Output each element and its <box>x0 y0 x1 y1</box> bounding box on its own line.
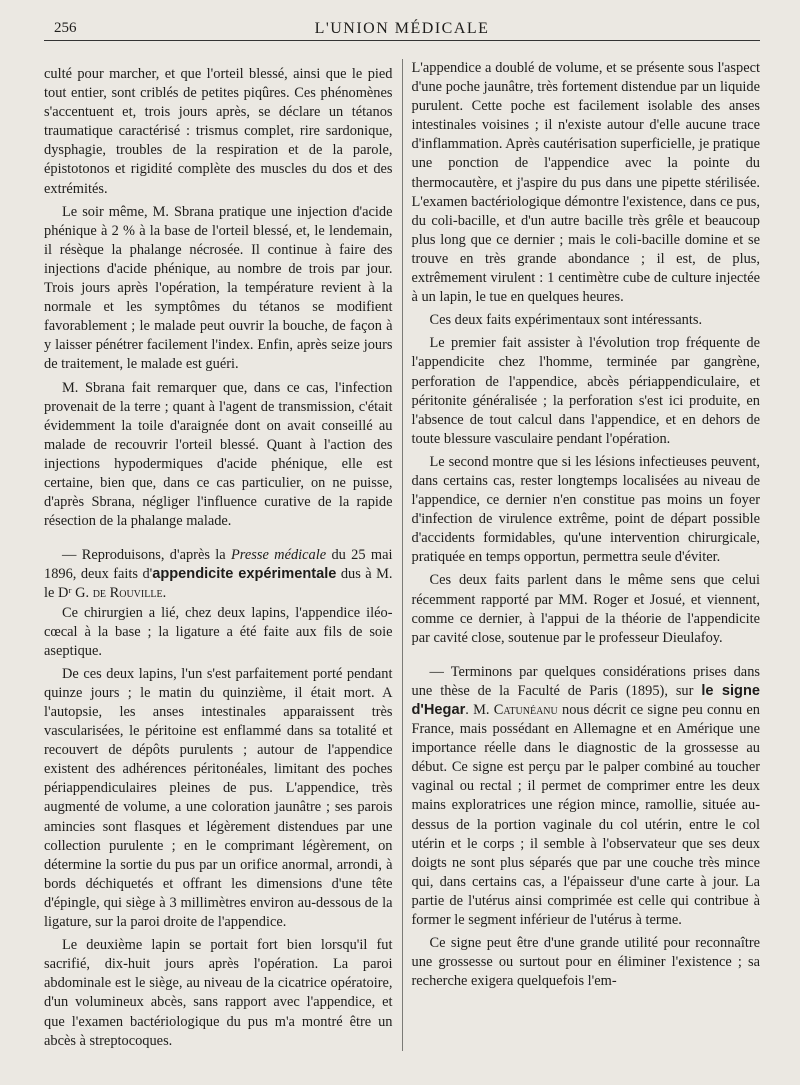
text-columns <box>44 60 761 1051</box>
intro-text: — Reproduisons, d'après la <box>62 547 232 564</box>
right-paragraph-2: Ces deux faits expérimentaux sont intéressants. <box>429 312 703 329</box>
left-paragraph-1: culté pour marcher, et que l'orteil blessé, ainsi que le pied tout entier, sont criblés de petites piqûres. Ces phénomènes s'accentuent et, trois jours après, se déclare un tétanos traumatique caractérisé : trismus complet, rire sardonique, dysphagie, troubles de la respiration et de la parole, épistotonos et rigidité complète des muscles du dos et des extrémités. <box>44 66 393 197</box>
left-paragraph-2: Le soir même, M. Sbrana pratique une injection d'acide phénique à 2 % à la base de l'orteil blessé, et, le lendemain, il résèque la phalange nécrosée. Il continue à faire des injections d'acide phénique, au nombre de trois par jour. Trois jours après l'opération, la température revient à la normale et les symptômes du tétanos se modifient favorablement ; le malade peut ouvrir la bouche, de façon à y laisser pénétrer facilement l'index. Enfin, après seize jours de traitement, le malade est guéri. <box>44 203 393 373</box>
journal-title: L'UNION MÉDICALE <box>314 20 490 37</box>
right-paragraph-7: Ce signe peut être d'une grande utilité pour reconnaître une grossesse ou surtout pour en éliminer l'existence ; sa recherche exigera quelquefois l'em- <box>411 935 760 990</box>
left-paragraph-5: Ce chirurgien a lié, chez deux lapins, l'appendice iléo-cœcal à la base ; la ligature a été faite aux fils de soie aseptique. <box>44 604 393 659</box>
section-heading-appendicite: appendicite expérimentale <box>152 566 337 583</box>
left-column <box>44 65 393 1051</box>
right-paragraph-1: L'appendice a doublé de volume, et se présente sous l'aspect d'une poche jaunâtre, très fortement distendue par un liquide purulent. Cette poche est facilement isolable des anses intestinales voisines ; il n'existe autour d'elle aucune trace d'inflammation. Après cautérisation superficielle, je pratique une ponction de l'appendice avec la pointe du thermocautère, et j'aspire du pus dans une pipette stérilisée. L'examen bactériologique démontre l'existence, dans ce pus, du coli-bacille, et d'un autre bacille très grêle et beaucoup plus long que ce dernier ; mais le coli-bacille domine et se trouve en très grande abondance ; il est, de plus, extrêmement virulent : 1 centimètre cube de culture injectée à un lapin, le tue en quelques heures. <box>411 60 760 306</box>
page-number: 256 <box>54 20 77 36</box>
right-column <box>402 59 761 1051</box>
author-name-catuneanu: Catunéanu <box>493 702 558 718</box>
left-paragraph-7: Le deuxième lapin se portait fort bien lorsqu'il fut sacrifié, dix-huit jours après l'opération. La paroi abdominale est le siège, au niveau de la cicatrice opératoire, d'un volumineux abcès, sans rapport avec l'appendice, et que l'examen bactériologique du pus m'a montré être un abcès à streptocoques. <box>44 937 393 1049</box>
appendicite-intro-paragraph: — Reproduisons, d'après la Presse médicale du 25 mai 1896, deux faits d'appendicite expérimentale dus à M. le Dʳ G. de Rouville. <box>44 547 393 602</box>
right-paragraph-3: Le premier fait assister à l'évolution trop fréquente de l'appendicite chez l'homme, terminée par gangrène, perforation de l'appendice, abcès périappendiculaire, et péritonite généralisée ; la perforation s'est ici produite, en l'absence de tout calcul dans l'appendice, et en dehors de toute blessure vasculaire pendant l'opération. <box>411 335 760 447</box>
intro-text-2: du 25 mai 1896, deux faits d' <box>44 547 393 583</box>
source-title: Presse médicale <box>231 547 327 564</box>
intro-text-3: dus à M. le Dʳ G. <box>44 566 393 602</box>
author-name: de Rouville <box>92 585 163 602</box>
left-paragraph-3: M. Sbrana fait remarquer que, dans ce cas, l'infection provenait de la terre ; quant à l'agent de transmission, c'était évidemment la toile d'araignée dont on avait conseillé au malade de recouvrir l'orteil blessé. Quant à l'action des injections hypodermiques d'acide phénique, elle est certaine, bien que, dans ce cas particulier, on ne puisse, d'après Sbrana, négliger l'influence curative de la rapide résection de la phalange malade. <box>44 379 393 530</box>
right-paragraph-4: Le second montre que si les lésions infectieuses peuvent, dans certains cas, rester longtemps localisées au niveau de l'appendice, ce dernier n'en constitue pas moins un foyer d'infection de virulence extrême, point de départ possible d'accidents formidables, qu'une intervention chirurgicale, pratiquée en temps opportun, permettra seule d'éviter. <box>411 453 760 566</box>
left-paragraph-6: De ces deux lapins, l'un s'est parfaitement porté pendant quinze jours ; le matin du quinzième, il était mort. A l'autopsie, les anses intestinales apparaissent très vascularisées, le péritoine est enflammé dans sa totalité et recouvert de dépôts purulents ; autour de l'appendice existent des adhérences péritonéales, limitant des poches périappendiculaires pleines de pus. L'appendice, très augmenté de volume, a une coloration jaunâtre ; ses parois amincies sont flasques et légèrement distendues par une collection purulente ; en le comprimant légèrement, on détermine la sortie du pus par un orifice anormal, arrondi, à bords déchiquetés et offrant les dimensions d'une tête d'épingle, qui siège à 3 millimètres environ au-dessous de la ligature, sur la paroi droite de l'appendice. <box>44 665 393 931</box>
hegar-intro-paragraph: — Terminons par quelques considérations prises dans une thèse de la Faculté de Paris (1895), sur le signe d'Hegar. M. Catunéanu nous décrit ce signe peu connu en France, mais possédant en Allemagne et en Amérique une importance réelle dans le diagnostic de la grossesse au début. Ce signe est perçu par le palper combiné au toucher vaginal ou rectal ; il permet de comprimer entre les deux mains exploratrices une région mince, ramollie, située au-dessus de la portion vaginale du col utérin, entre le col utérin et le corps ; il semble à l'observateur que ses deux doigts ne sont plus séparés que par une couche très mince qui, dans certains cas, a l'épaisseur d'une carte à jour. La partie de l'utérus ainsi comprimée est celle qui contribue à former le segment inférieur de l'utérus à terme. <box>411 663 761 929</box>
running-header <box>44 14 760 41</box>
section-heading-hegar: le signe d'Hegar <box>411 682 761 718</box>
right-paragraph-5: Ces deux faits parlent dans le même sens que celui récemment rapporté par MM. Roger et Josué, et viennent, comme ce dernier, à l'appui de la théorie de l'appendicite par cavité close, soutenue par le professeur Dieulafoy. <box>411 572 760 646</box>
